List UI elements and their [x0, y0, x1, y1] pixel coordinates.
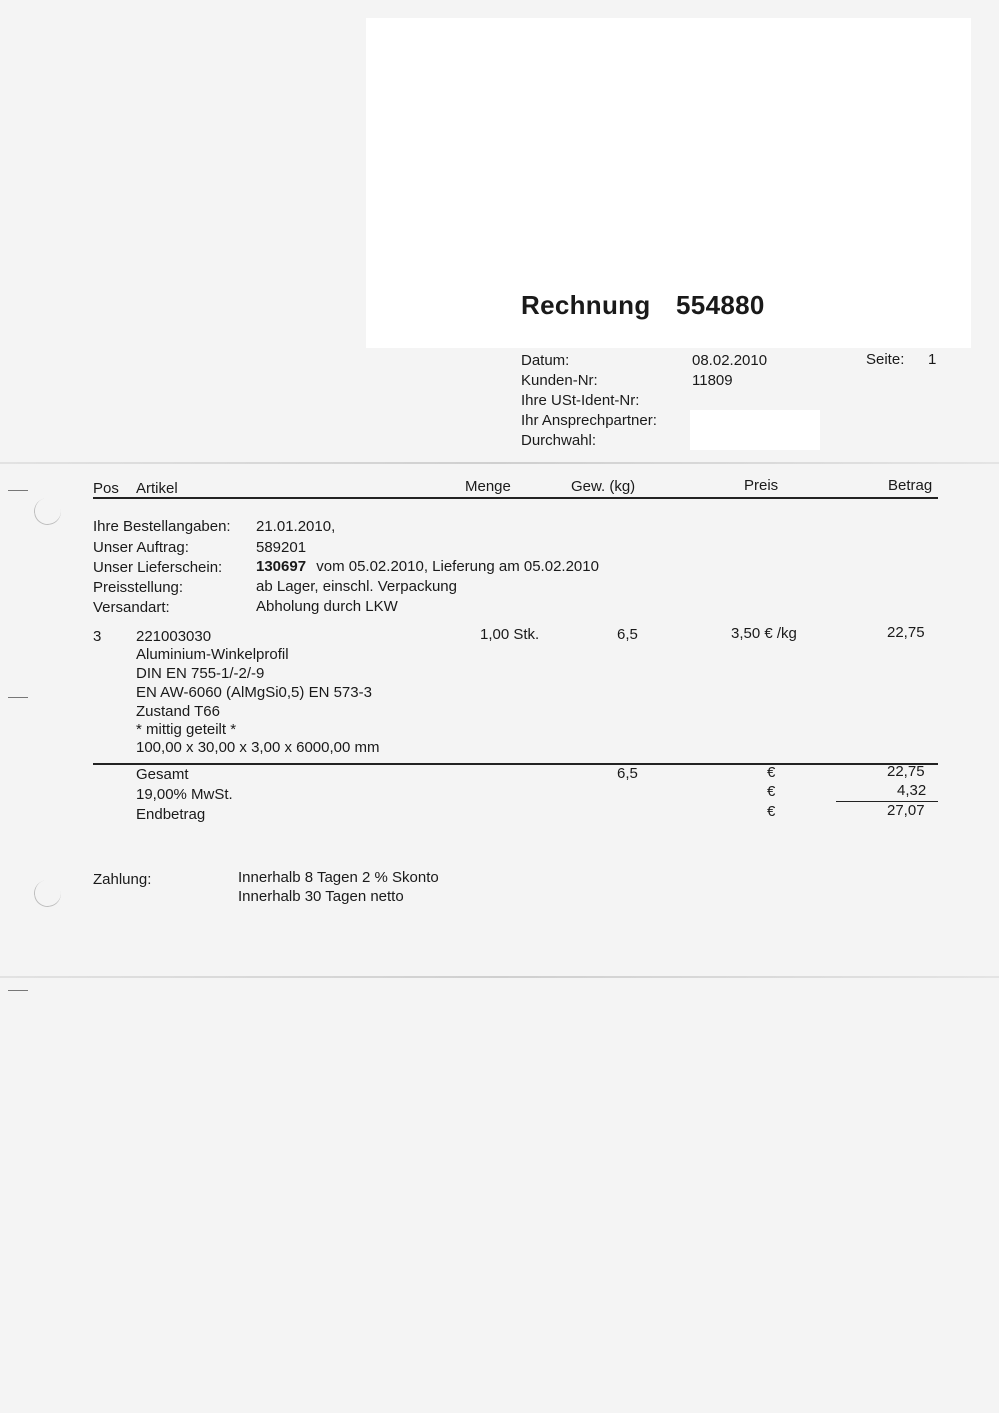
redacted-contact — [690, 410, 820, 450]
item-weight: 6,5 — [617, 626, 638, 643]
vat-label: 19,00% MwSt. — [136, 786, 233, 803]
item-amount: 22,75 — [887, 624, 925, 641]
total-amount: 22,75 — [887, 763, 925, 780]
item-article-number: 221003030 — [136, 628, 212, 645]
invoice-title-label: Rechnung — [521, 290, 651, 320]
vat-currency: € — [767, 783, 776, 800]
payment-term: Innerhalb 30 Tagen netto — [238, 888, 404, 905]
date-label: Datum: — [521, 352, 570, 369]
delivery-note-text: vom 05.02.2010, Lieferung am 05.02.2010 — [316, 558, 599, 575]
order-info-label: Unser Lieferschein: — [93, 559, 223, 576]
col-header-amount: Betrag — [888, 477, 933, 494]
col-header-article: Artikel — [136, 480, 178, 497]
order-info-label: Versandart: — [93, 599, 170, 616]
col-header-price: Preis — [744, 477, 779, 494]
date-value: 08.02.2010 — [692, 352, 768, 369]
item-description-line: 100,00 x 30,00 x 3,00 x 6000,00 mm — [136, 739, 380, 756]
total-currency: € — [767, 764, 776, 781]
totals-rule — [93, 763, 938, 765]
total-label: Gesamt — [136, 766, 189, 783]
payment-label: Zahlung: — [93, 871, 152, 888]
punch-mark — [8, 990, 28, 991]
vat-amount: 4,32 — [897, 782, 927, 799]
invoice-title — [521, 290, 765, 321]
item-description-line: DIN EN 755-1/-2/-9 — [136, 665, 265, 682]
order-info-label: Unser Auftrag: — [93, 539, 189, 556]
delivery-note-number: 130697 — [256, 558, 307, 575]
item-description-line: EN AW-6060 (AlMgSi0,5) EN 573-3 — [136, 684, 372, 701]
page-value: 1 — [928, 351, 937, 368]
invoice-number: 554880 — [676, 290, 765, 320]
item-pos: 3 — [93, 628, 102, 645]
phone-label: Durchwahl: — [521, 432, 597, 449]
order-info-value: Abholung durch LKW — [256, 598, 398, 615]
order-info-label: Preisstellung: — [93, 579, 184, 596]
col-header-pos: Pos — [93, 480, 119, 497]
end-total-amount: 27,07 — [887, 802, 925, 819]
header-rule — [93, 497, 938, 499]
order-info-value: ab Lager, einschl. Verpackung — [256, 578, 457, 595]
vat-id-label: Ihre USt-Ident-Nr: — [521, 392, 640, 409]
end-total-currency: € — [767, 803, 776, 820]
fold-line — [0, 976, 999, 978]
order-info-label: Ihre Bestellangaben: — [93, 518, 231, 535]
col-header-weight: Gew. (kg) — [571, 478, 636, 495]
page-label: Seite: — [866, 351, 905, 368]
col-header-quantity: Menge — [465, 478, 511, 495]
punch-mark — [8, 490, 28, 491]
item-description-line: Zustand T66 — [136, 703, 220, 720]
item-quantity: 1,00 Stk. — [480, 626, 540, 643]
order-info-value: 21.01.2010, — [256, 518, 336, 535]
order-info-value — [256, 558, 599, 575]
customer-label: Kunden-Nr: — [521, 372, 598, 389]
customer-value: 11809 — [692, 372, 733, 389]
contact-label: Ihr Ansprechpartner: — [521, 412, 657, 429]
punch-hole-shadow — [32, 496, 63, 527]
item-price: 3,50 € /kg — [731, 625, 797, 642]
item-description-line: Aluminium-Winkelprofil — [136, 646, 289, 663]
order-info-value: 589201 — [256, 539, 307, 556]
punch-hole-shadow — [32, 878, 63, 909]
end-total-label: Endbetrag — [136, 806, 206, 823]
fold-line — [0, 462, 999, 464]
payment-term: Innerhalb 8 Tagen 2 % Skonto — [238, 869, 439, 886]
item-description-line: * mittig geteilt * — [136, 721, 237, 738]
total-weight: 6,5 — [617, 765, 638, 782]
punch-mark — [8, 697, 28, 698]
